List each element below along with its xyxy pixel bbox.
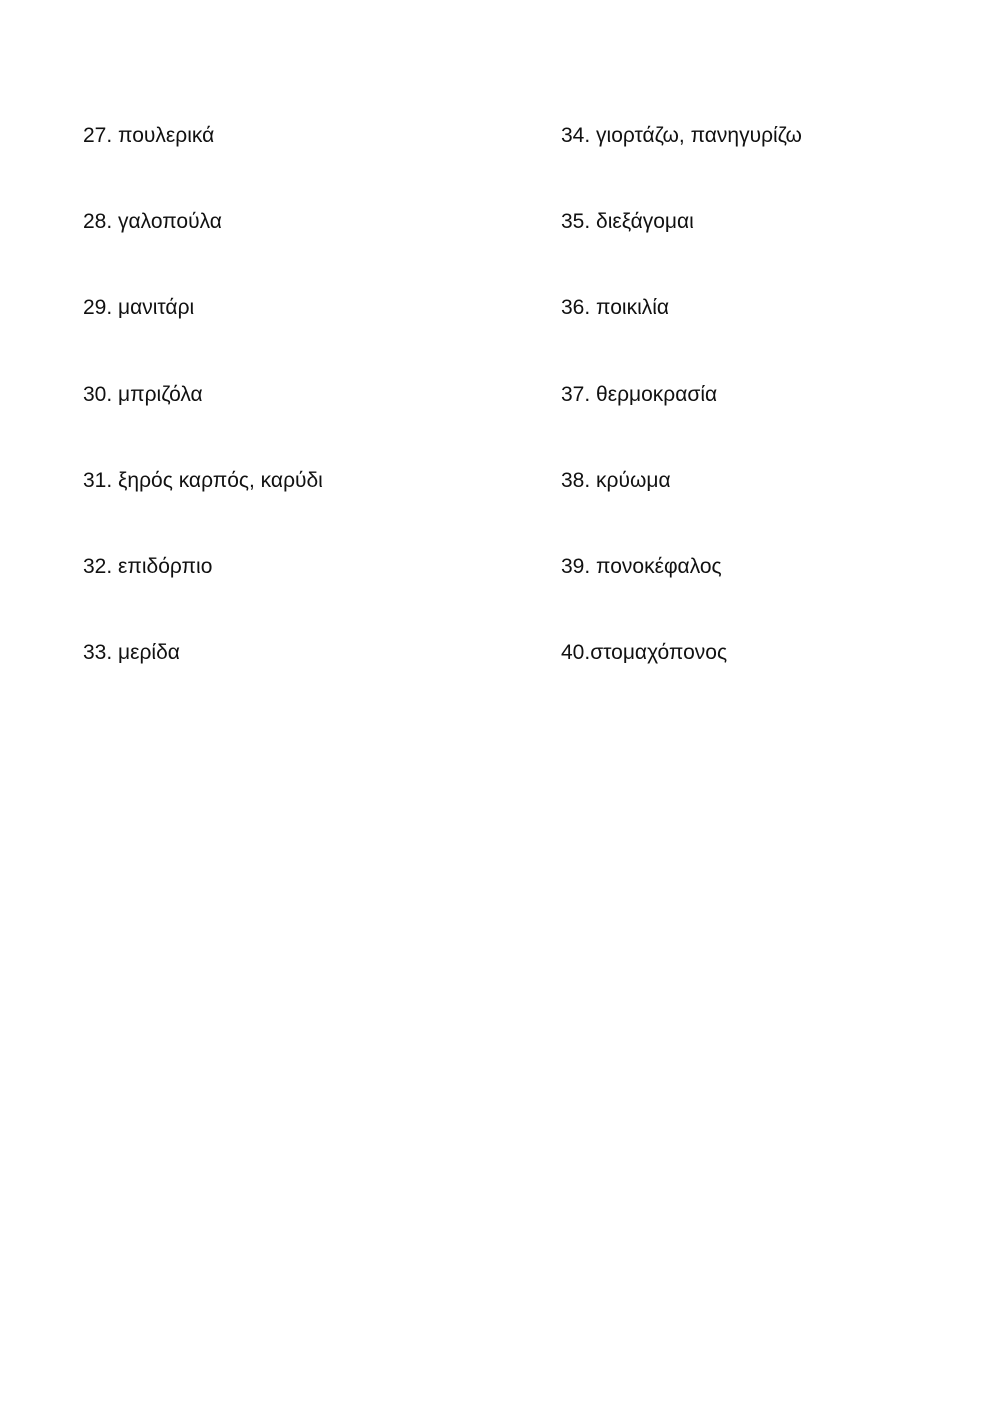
vocabulary-item-39: 39. πονοκέφαλος xyxy=(561,554,722,578)
vocabulary-item-30: 30. μπριζόλα xyxy=(83,382,203,406)
vocabulary-item-34: 34. γιορτάζω, πανηγυρίζω xyxy=(561,124,802,147)
vocabulary-item-32: 32. επιδόρπιο xyxy=(83,554,213,578)
vocabulary-item-28: 28. γαλοπούλα xyxy=(83,210,222,234)
vocabulary-item-33: 33. μερίδα xyxy=(83,641,180,665)
vocabulary-item-35: 35. διεξάγομαι xyxy=(561,210,694,234)
vocabulary-list-right xyxy=(561,118,981,721)
vocabulary-item-40: 40.στομαχόπονος xyxy=(561,641,728,665)
vocabulary-item-29: 29. μανιτάρι xyxy=(83,296,195,320)
vocabulary-item-36: 36. ποικιλία xyxy=(561,296,670,320)
vocabulary-item-27: 27. πουλερικά xyxy=(83,124,215,147)
vocabulary-item-38: 38. κρύωμα xyxy=(561,468,671,492)
vocabulary-list-left xyxy=(83,118,523,721)
vocabulary-item-31: 31. ξηρός καρπός, καρύδι xyxy=(83,468,323,492)
vocabulary-item-37: 37. θερμοκρασία xyxy=(561,382,718,406)
